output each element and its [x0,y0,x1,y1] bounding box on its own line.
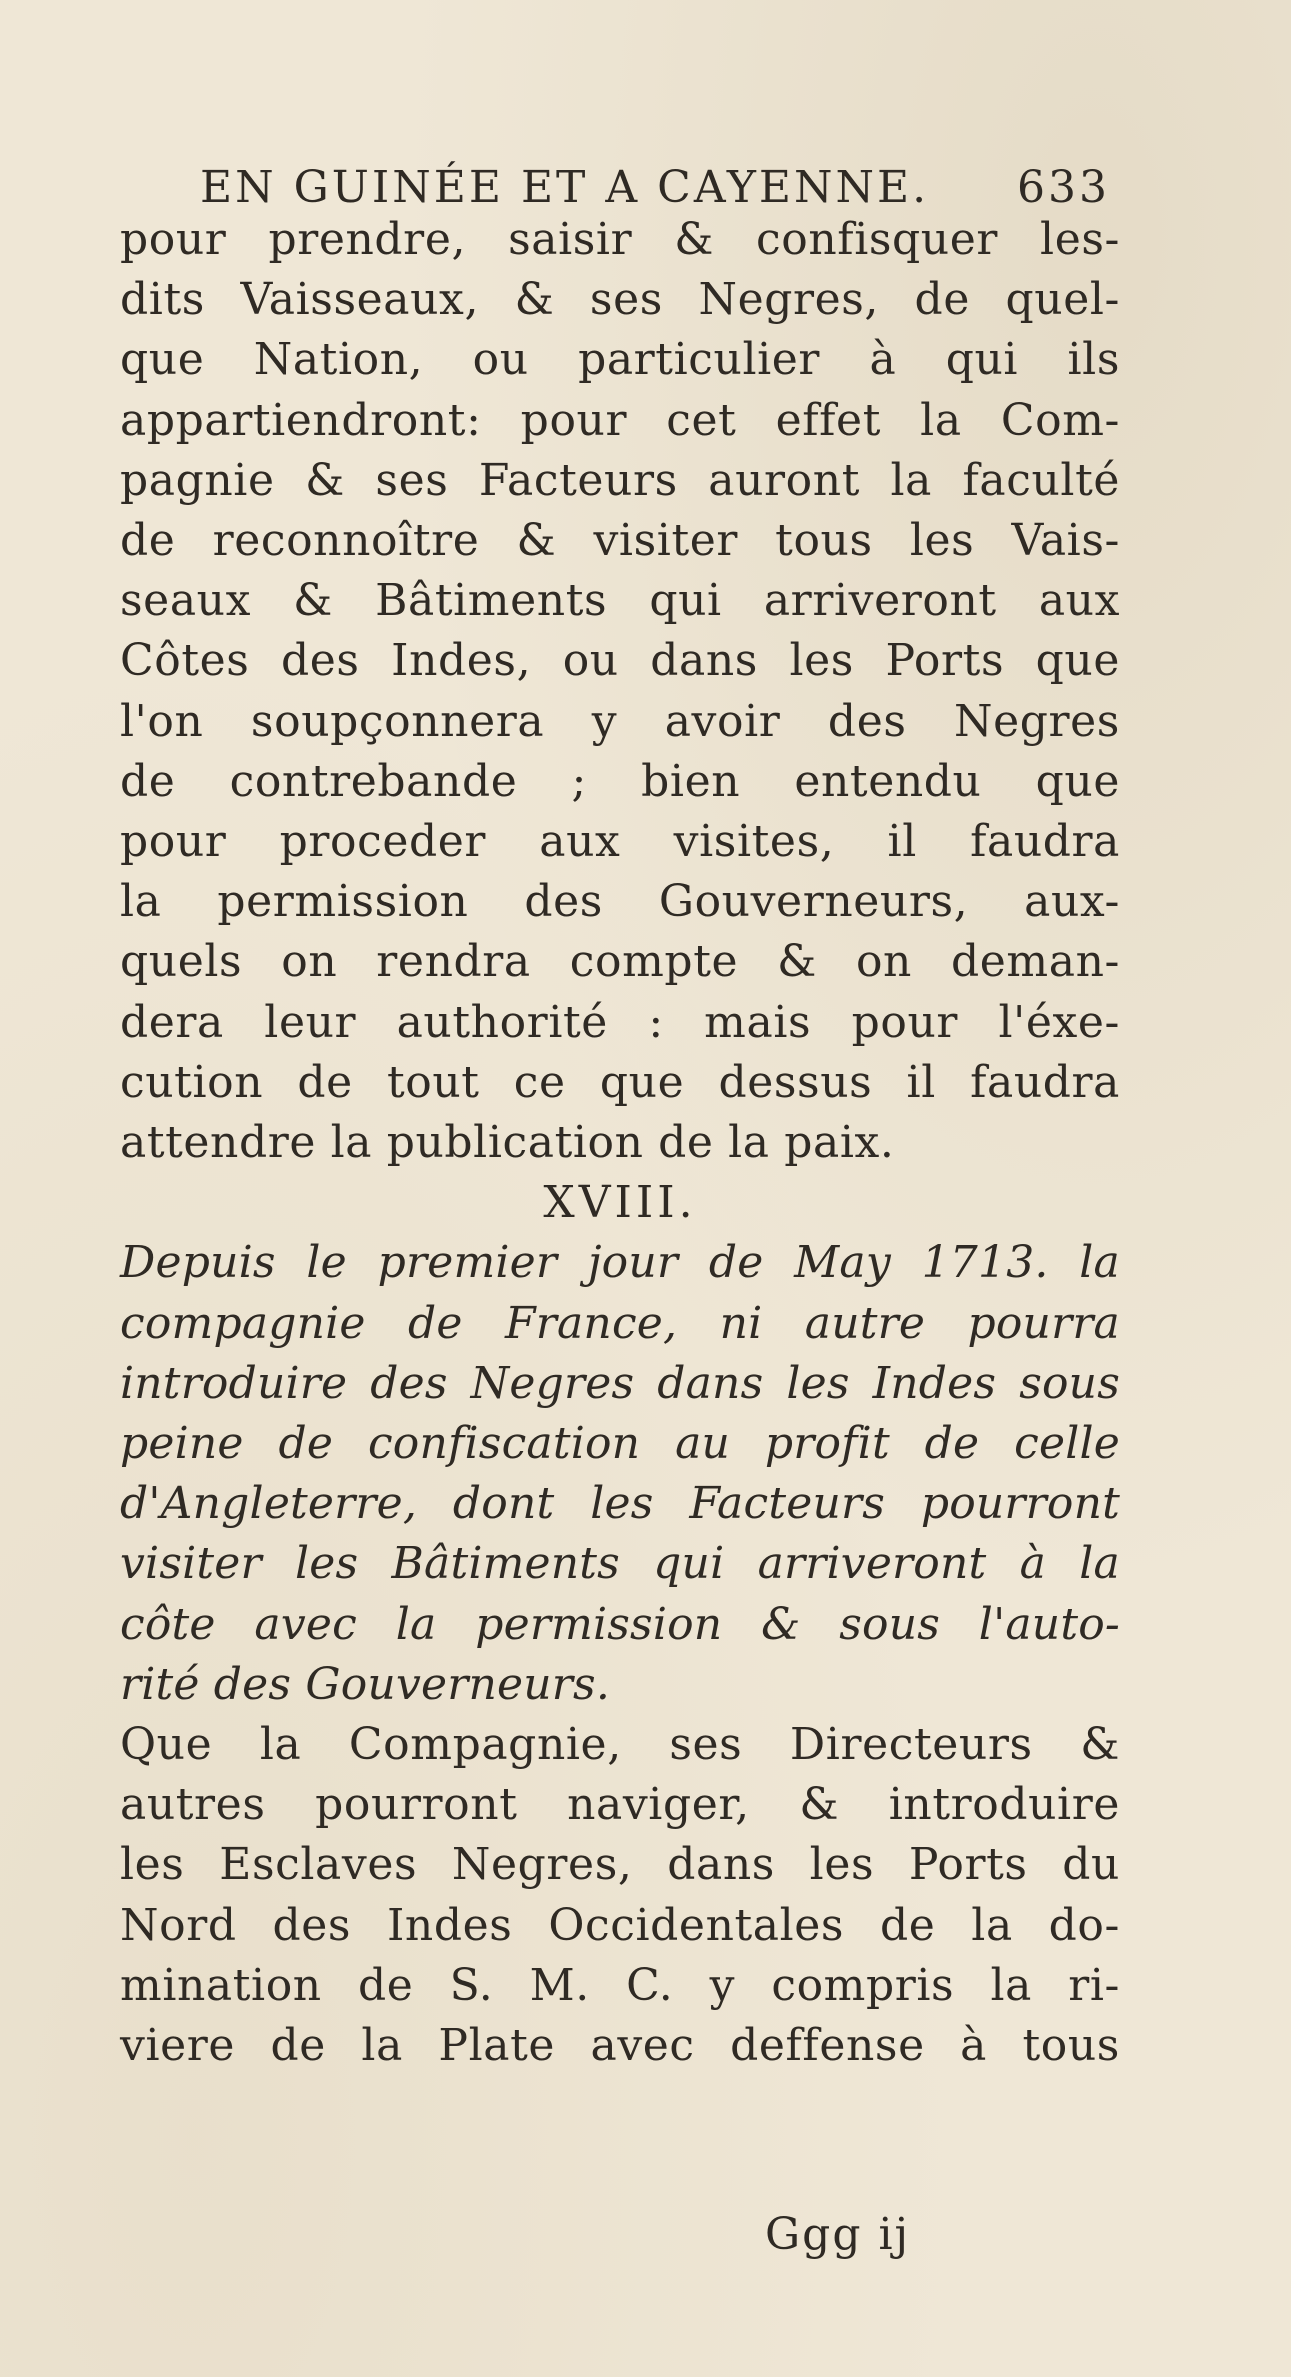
text-line: viere de la Plate avec deffense à tous [120,2020,1120,2072]
text-line: pour proceder aux visites, il faudra [120,816,1120,868]
article-line: Depuis le premier jour de May 1713. la [120,1237,1120,1289]
text-line: que Nation, ou particulier à qui ils [120,334,1120,386]
text-line-last: attendre la publication de la paix. [120,1117,895,1169]
text-line: dera leur authorité : mais pour l'éxe- [120,996,1120,1048]
article-line-last: rité des Gouverneurs. [120,1658,611,1710]
section-number: XVIII. [543,1177,697,1229]
page-body [120,210,1120,2076]
text-line: autres pourront naviger, & introduire [120,1779,1120,1831]
article-line: d'Angleterre, dont les Facteurs pourront [120,1478,1120,1530]
running-title: EN GUINÉE ET A CAYENNE. [200,162,930,213]
text-line: Que la Compagnie, ses Directeurs & [120,1719,1120,1771]
article-line: compagnie de France, ni autre pourra [120,1297,1120,1349]
text-line: l'on soupçonnera y avoir des Negres [120,695,1120,747]
article-line: peine de confiscation au profit de celle [120,1418,1120,1470]
text-line: la permission des Gouverneurs, aux- [120,876,1120,928]
text-line: quels on rendra compte & on deman- [120,936,1120,988]
article-line: côte avec la permission & sous l'auto- [120,1598,1120,1650]
signature-mark: Ggg ij [765,2209,911,2260]
text-line: dits Vaisseaux, & ses Negres, de quel- [120,274,1120,326]
text-line: les Esclaves Negres, dans les Ports du [120,1839,1120,1891]
page-number: 633 [1017,162,1110,213]
text-line: Nord des Indes Occidentales de la do- [120,1899,1120,1951]
text-line: seaux & Bâtiments qui arriveront aux [120,575,1120,627]
text-line: Côtes des Indes, ou dans les Ports que [120,635,1120,687]
text-line: appartiendront: pour cet effet la Com- [120,394,1120,446]
running-header [200,158,1110,218]
text-line: de contrebande ; bien entendu que [120,755,1120,807]
text-line: pour prendre, saisir & confisquer les- [120,214,1120,265]
text-line: mination de S. M. C. y compris la ri- [120,1959,1120,2011]
article-line: introduire des Negres dans les Indes sous [120,1357,1120,1409]
text-line: cution de tout ce que dessus il faudra [120,1056,1120,1108]
article-line: visiter les Bâtiments qui arriveront à la [120,1538,1120,1590]
text-line: de reconnoître & visiter tous les Vais- [120,515,1120,567]
text-line: pagnie & ses Facteurs auront la faculté [120,454,1120,506]
